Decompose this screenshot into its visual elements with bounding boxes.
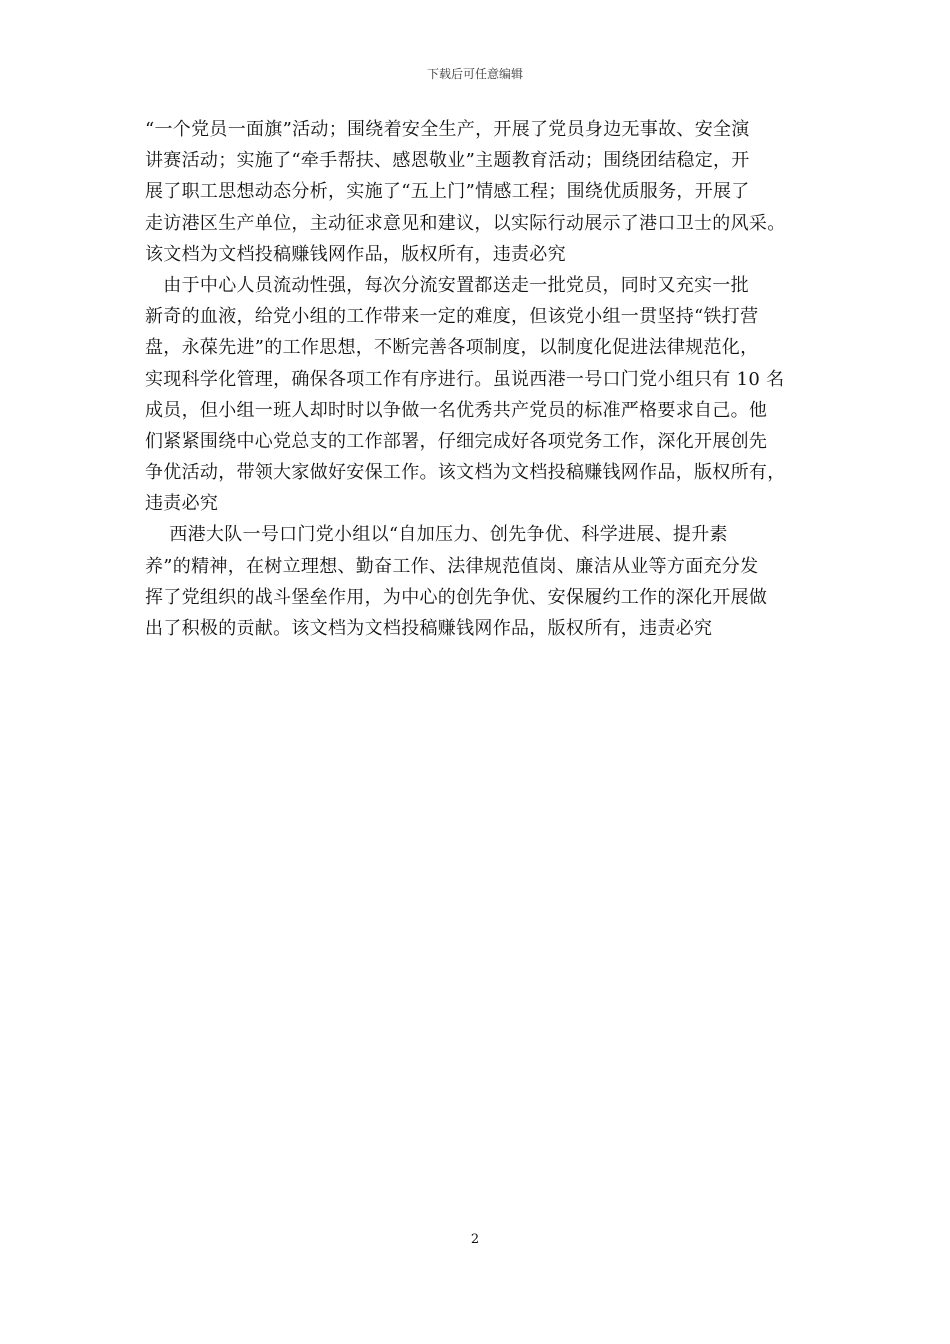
text-line: 讲赛活动；实施了“牵手帮扶、感恩敬业”主题教育活动；围绕团结稳定，开 [145, 150, 750, 172]
paragraph-2 [145, 270, 815, 520]
page-header: 下载后可任意编辑 [426, 67, 523, 81]
text-line: 盘，永葆先进”的工作思想，不断完善各项制度，以制度化促进法律规范化， [145, 337, 759, 359]
text-line: 实现科学化管理，确保各项工作有序进行。虽说西港一号口门党小组只有 10 名 [145, 368, 785, 390]
text-line: 出了积极的贡献。该文档为文档投稿赚钱网作品，版权所有，违责必究 [145, 618, 713, 639]
text-line: 该文档为文档投稿赚钱网作品，版权所有，违责必究 [145, 243, 566, 265]
text-line: 成员，但小组一班人却时时以争做一名优秀共产党员的标准严格要求自己。他 [145, 399, 768, 421]
text-line: 新奇的血液，给党小组的工作带来一定的难度，但该党小组一贯坚持“铁打营 [145, 306, 759, 328]
text-line: 展了职工思想动态分析，实施了“五上门”情感工程；围绕优质服务，开展了 [145, 181, 750, 203]
text-line: 西港大队一号口门党小组以“自加压力、创先争优、科学进展、提升素 [145, 524, 728, 546]
paragraph-3 [145, 519, 815, 644]
text-line: 走访港区生产单位，主动征求意见和建议，以实际行动展示了港口卫士的风采。 [145, 212, 786, 234]
paragraph-1 [145, 114, 815, 270]
text-line: 违责必究 [145, 493, 219, 515]
document-body [145, 114, 815, 644]
text-line: 争优活动，带领大家做好安保工作。该文档为文档投稿赚钱网作品，版权所有， [145, 462, 786, 484]
text-line: 养”的精神，在树立理想、勤奋工作、法律规范值岗、廉洁从业等方面充分发 [145, 555, 759, 577]
text-line: 们紧紧围绕中心党总支的工作部署，仔细完成好各项党务工作，深化开展创先 [145, 430, 768, 452]
page-number: 2 [470, 1232, 480, 1247]
text-line: 挥了党组织的战斗堡垒作用，为中心的创先争优、安保履约工作的深化开展做 [145, 586, 768, 608]
text-line: 由于中心人员流动性强，每次分流安置都送走一批党员，同时又充实一批 [145, 274, 749, 296]
text-line: “一个党员一面旗”活动；围绕着安全生产，开展了党员身边无事故、安全演 [145, 119, 750, 140]
